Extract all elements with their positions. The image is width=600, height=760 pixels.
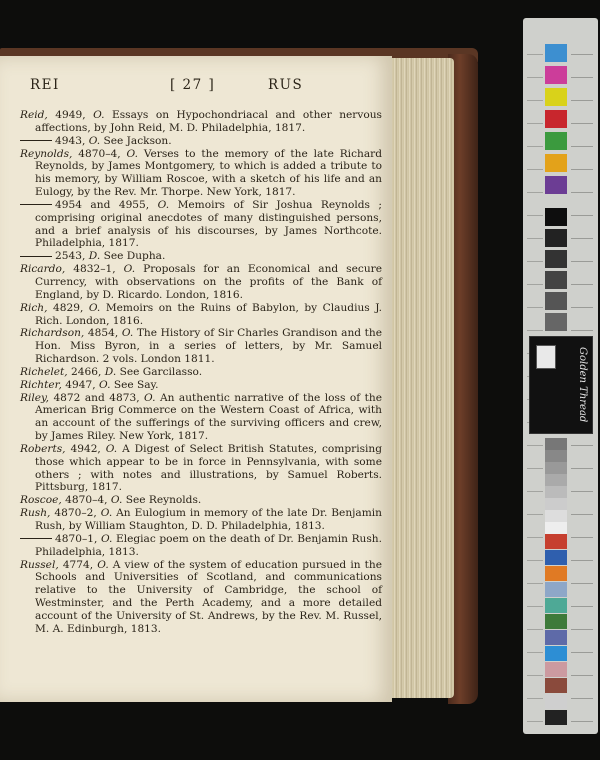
entry-text: See Dupha. xyxy=(103,250,166,263)
entry-text: Memoirs of Sir Joshua Reynolds ; comprising original anecdotes of many distinguished persons, and a brief analysis of his discourses, by James Northcote. Philadelphia, 1817. xyxy=(35,198,382,250)
color-chip xyxy=(545,132,567,150)
gray-chip xyxy=(545,229,567,247)
gray-chip xyxy=(545,250,567,268)
entry-name: Roscoe, xyxy=(20,494,62,507)
entry-name: Richardson, xyxy=(20,327,85,340)
entry-format: O. xyxy=(97,558,109,571)
entry-ref: 4870–1, xyxy=(55,532,98,545)
color-chip xyxy=(545,614,567,629)
catalog-entry xyxy=(20,533,382,559)
ditto-dash xyxy=(20,140,52,141)
logo-text: Golden Thread xyxy=(577,347,588,423)
entry-name: Riley, xyxy=(20,391,49,404)
color-chip xyxy=(545,66,567,84)
entry-ref: 4829, xyxy=(53,301,84,314)
catalog-entry xyxy=(20,559,382,636)
entry-ref: 4954 and 4955, xyxy=(55,198,150,211)
entry-format: O. xyxy=(100,507,113,520)
color-chip xyxy=(545,646,567,661)
gray-chip xyxy=(545,292,567,310)
entry-format: O. xyxy=(100,532,113,545)
entry-text: Verses to the memory of the late Richard Reynolds, by James Montgomery, to which is added a tribute to his memory, by William Roscoe, with a sketch of his life and an Eulogy, by the Rev. Mr. Thorpe. New York, 1817. xyxy=(35,147,382,199)
catalog-entry xyxy=(20,135,382,148)
entry-text: The History of Sir Charles Grandison and the Hon. Miss Byron, in a series of letters, by Mr. Samuel Richardson. 2 vols. London 1811. xyxy=(35,327,382,366)
entry-name: Reid, xyxy=(20,109,48,121)
entry-ref: 2543, xyxy=(55,250,86,263)
entry-format: D. xyxy=(88,250,101,263)
entry-text: A Digest of Select British Statutes, comprising those which appear to be in force in Pennsylvania, with some others ; with notes and illustrations, by Samuel Roberts. Pittsburg, 1817. xyxy=(35,442,383,494)
gray-chip xyxy=(545,208,567,226)
entry-ref: 4870–4, xyxy=(65,494,108,507)
catalog-entry xyxy=(20,443,382,494)
entry-format: O. xyxy=(88,134,101,147)
catalog-entry xyxy=(20,199,382,250)
color-chip xyxy=(545,710,567,725)
entry-ref: 4832–1, xyxy=(73,263,116,276)
catalog-entry xyxy=(20,494,382,507)
focus-target xyxy=(536,345,556,369)
entry-ref: 4854, xyxy=(87,327,119,340)
color-chip xyxy=(545,662,567,677)
entry-text: See Reynolds. xyxy=(125,494,202,507)
entry-name: Reynolds, xyxy=(20,147,73,160)
entry-ref: 4943, xyxy=(55,134,86,147)
entry-ref: 4947, xyxy=(65,378,96,391)
color-chip xyxy=(545,678,567,693)
entry-text: See Garcilasso. xyxy=(119,365,203,378)
entry-format: O. xyxy=(144,391,156,404)
color-chip xyxy=(545,582,567,597)
entry-format: O. xyxy=(126,147,138,160)
page-edges xyxy=(388,58,454,698)
color-chip xyxy=(545,566,567,581)
entry-ref: 4949, xyxy=(55,109,86,121)
entry-format: O. xyxy=(93,109,105,121)
entry-text: Memoirs on the Ruins of Babylon, by Claudius J. Rich. London, 1816. xyxy=(35,301,383,327)
entry-name: Richter, xyxy=(20,378,62,391)
logo-box xyxy=(529,336,593,434)
entry-name: Richelet, xyxy=(20,365,68,378)
catalog-entry xyxy=(20,507,382,533)
entry-text: Elegiac poem on the death of Dr. Benjamin Rush. Philadelphia, 1813. xyxy=(35,532,382,558)
entry-text: An authentic narrative of the loss of the American Brig Commerce on the Western Coast of Africa, with an account of the sufferings of the surviving officers and crew, by James Riley. New York, 1817. xyxy=(35,391,382,443)
entry-format: O. xyxy=(157,198,170,211)
page-header xyxy=(0,77,392,99)
entry-name: Ricardo, xyxy=(20,263,66,276)
entry-format: D. xyxy=(104,365,117,378)
ditto-dash xyxy=(20,256,52,257)
entry-ref: 4774, xyxy=(62,558,94,571)
entry-name: Rush, xyxy=(20,507,51,520)
entry-ref: 4870–2, xyxy=(54,507,97,520)
entry-format: O. xyxy=(88,301,101,314)
gray-chip xyxy=(545,271,567,289)
catalog-entry xyxy=(20,109,382,135)
color-chip xyxy=(545,550,567,565)
entry-name: Rich, xyxy=(20,301,48,314)
book-page xyxy=(0,56,392,702)
catalog-entry xyxy=(20,392,382,443)
entry-text: Proposals for an Economical and secure Currency, with observations on the profits of the Bank of England, by D. Ricardo. London, 1816. xyxy=(35,263,382,301)
entry-text: See Jackson. xyxy=(103,134,172,147)
entry-text: See Say. xyxy=(113,378,159,391)
color-chip xyxy=(545,598,567,613)
color-chip xyxy=(545,88,567,106)
entry-name: Roberts, xyxy=(20,442,66,455)
catalog-entry xyxy=(20,250,382,263)
catalog-entry xyxy=(20,263,382,302)
color-chip xyxy=(545,110,567,128)
catalog-entry xyxy=(20,148,382,199)
color-chip xyxy=(545,694,567,709)
header-left: REI xyxy=(30,77,60,93)
catalog-entries xyxy=(20,109,382,636)
entry-ref: 4872 and 4873, xyxy=(53,391,140,404)
entry-format: O. xyxy=(123,263,136,276)
color-calibration-strip xyxy=(523,18,598,734)
entry-format: O. xyxy=(110,494,123,507)
catalog-entry xyxy=(20,327,382,366)
catalog-entry xyxy=(20,366,382,379)
color-chip xyxy=(545,154,567,172)
entry-text: An Eulogium in memory of the late Dr. Benjamin Rush, by William Staughton, D. D. Philadelphia, 1813. xyxy=(35,507,383,532)
entry-name: Russel, xyxy=(20,558,59,571)
color-chip xyxy=(545,534,567,549)
page-number: [ 27 ] xyxy=(170,77,216,93)
entry-format: O. xyxy=(121,327,134,340)
header-right: RUS xyxy=(268,77,304,93)
catalog-entry xyxy=(20,302,382,328)
entry-text: Essays on Hypochondriacal and other nervous affections, by John Reid, M. D. Philadelphia, 1817. xyxy=(35,109,382,134)
catalog-entry xyxy=(20,379,382,392)
entry-ref: 2466, xyxy=(71,365,102,378)
entry-text: A view of the system of education pursued in the Schools and Universities of Scotland, and communications relative to the University of Cambridge, the school of Westminster, and the Perth Academy, and a more detailed account of the University of St. Andrews, by the Rev. M. Russel, M. A. Edinburgh, 1813. xyxy=(35,558,382,635)
book xyxy=(0,48,478,708)
entry-format: O. xyxy=(99,378,111,391)
ditto-dash xyxy=(20,538,52,539)
entry-ref: 4942, xyxy=(70,442,101,455)
ditto-dash xyxy=(20,204,52,205)
color-chip xyxy=(545,630,567,645)
color-chip xyxy=(545,176,567,194)
entry-ref: 4870–4, xyxy=(78,147,121,160)
color-chip xyxy=(545,44,567,62)
entry-format: O. xyxy=(105,442,118,455)
gray-chip xyxy=(545,313,567,331)
